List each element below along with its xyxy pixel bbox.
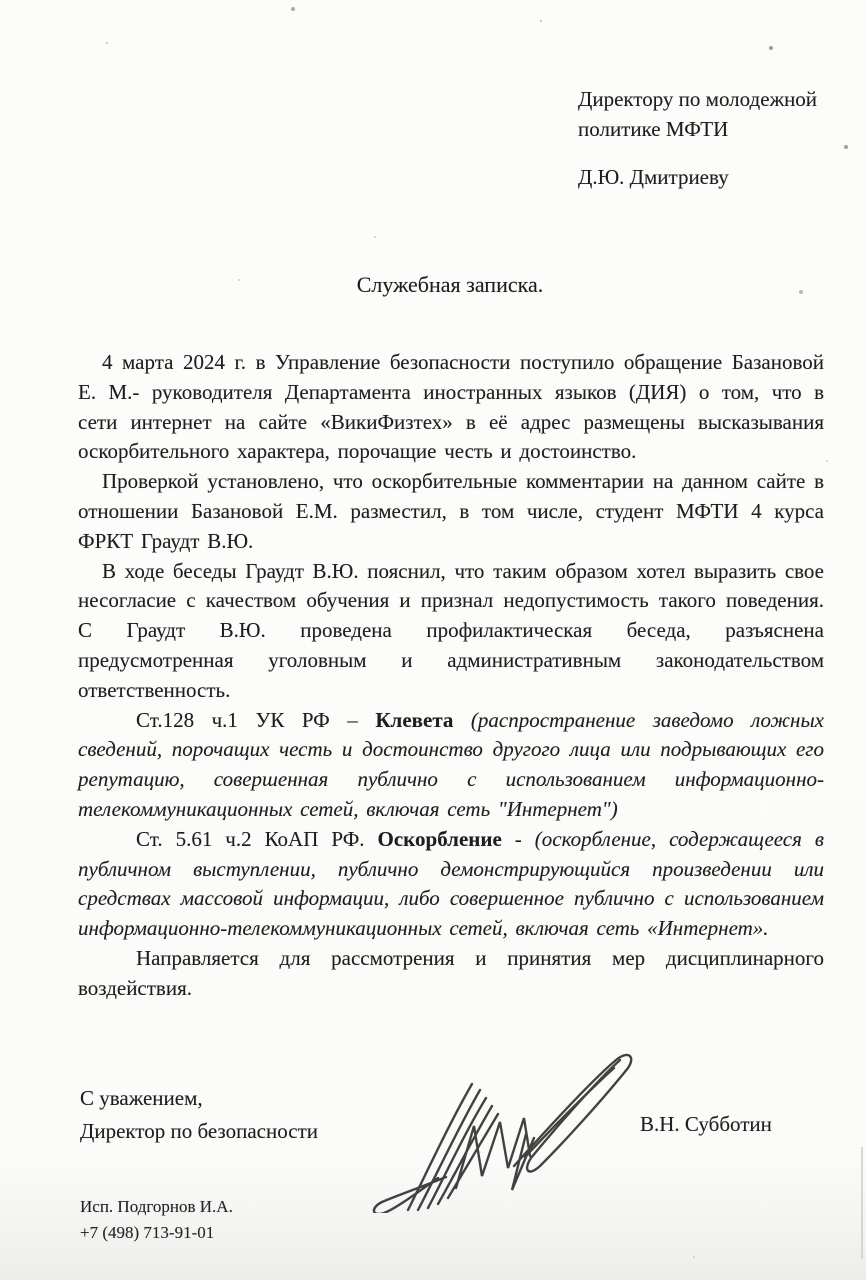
paragraph-law-slander [78, 706, 824, 825]
scan-edge-artifact [861, 1147, 863, 1259]
executor-name: Исп. Подгорнов И.А. [80, 1197, 233, 1216]
recipient-line-1: Директору по молодежной [578, 87, 818, 111]
signee-name: В.Н. Субботин [640, 1112, 772, 1136]
legal-term-slander: Клевета [375, 707, 454, 732]
scan-speckle-noise [0, 0, 2, 2]
legal-definition-slander: (распространение заведомо ложных сведений, порочащих честь и достоинство другого лица или подрывающих его репутацию, совершенная публично с использованием информационно-телекоммуникационных сетей, включая сеть "Интернет") [78, 707, 824, 821]
signature-image [362, 1038, 644, 1213]
closing-regards: С уважением, [80, 1086, 203, 1110]
recipient-line-2: политике МФТИ [578, 117, 729, 141]
legal-separator: - [501, 826, 535, 851]
memo-title: Служебная записка. [356, 272, 544, 297]
law-ref-uk: Ст.128 ч.1 УК РФ – [136, 707, 376, 732]
memo-body [78, 348, 824, 1004]
executor-phone: +7 (498) 713-91-01 [80, 1223, 215, 1242]
paragraph-incident: 4 марта 2024 г. в Управление безопасности поступило обращение Базановой Е. М.- руководителя Департамента иностранных языков (ДИЯ) о том, что в сети интернет на сайте «ВикиФизтех» в её адрес размещены высказывания оскорбительного характера, порочащие честь и достоинство. [78, 350, 824, 464]
paragraph-conversation: В ходе беседы Граудт В.Ю. пояснил, что таким образом хотел выразить свое несогласие с качеством обучения и признал недопустимость такого поведения. С Граудт В.Ю. проведена профилактическая беседа, разъяснена предусмотренная уголовным и административным законодательством ответственность. [78, 558, 824, 702]
recipient-name: Д.Ю. Дмитриеву [578, 165, 729, 189]
paragraph-findings: Проверкой установлено, что оскорбительные комментарии на данном сайте в отношении Базановой Е.М. разместил, в том числе, студент МФТИ 4 курса ФРКТ Граудт В.Ю. [78, 469, 824, 553]
legal-definition-insult: (оскорбление, содержащееся в публичном выступлении, публично демонстрирующийся произведении или средствах массовой информации, либо совершенное публично с использованием информационно-телекоммуникационных сетей, включая сеть «Интернет». [78, 826, 824, 941]
law-ref-koap: Ст. 5.61 ч.2 КоАП РФ. [136, 826, 378, 851]
paragraph-resolution: Направляется для рассмотрения и принятия мер дисциплинарного воздействия. [78, 945, 824, 1000]
closing-position: Директор по безопасности [80, 1119, 318, 1143]
recipient-block [578, 84, 817, 192]
legal-term-insult: Оскорбление [377, 826, 502, 851]
footer-block [80, 1194, 233, 1246]
paragraph-law-insult [78, 825, 824, 944]
closing-block [80, 1082, 318, 1148]
